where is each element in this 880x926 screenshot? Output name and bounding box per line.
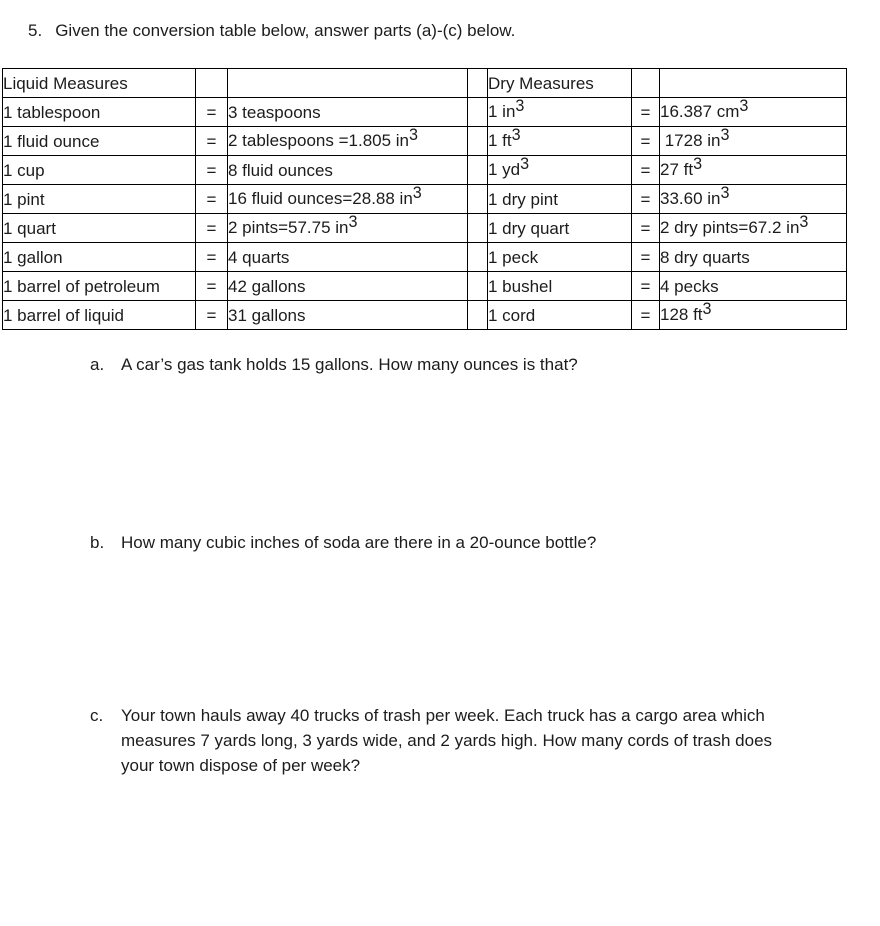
equals-sign: = [632, 243, 660, 272]
dry-measure-value: 1728 in3 [660, 127, 847, 156]
liquid-measure-name: 1 fluid ounce [3, 127, 196, 156]
separator-cell [468, 156, 488, 185]
dry-measure-value: 4 pecks [660, 272, 847, 301]
table-row [3, 156, 847, 185]
dry-measure-name: 1 peck [488, 243, 632, 272]
equals-sign: = [632, 301, 660, 330]
separator-cell [468, 272, 488, 301]
liquid-measure-name: 1 tablespoon [3, 98, 196, 127]
equals-sign: = [196, 272, 228, 301]
question-c [90, 703, 793, 778]
dry-measures-header: Dry Measures [488, 69, 632, 98]
separator-cell [468, 127, 488, 156]
question-a-text: A car’s gas tank holds 15 gallons. How many ounces is that? [121, 355, 578, 374]
liquid-measure-value: 3 teaspoons [228, 98, 468, 127]
liquid-measure-value: 31 gallons [228, 301, 468, 330]
table-row [3, 214, 847, 243]
dry-measure-name: 1 cord [488, 301, 632, 330]
table-header-row [3, 69, 847, 98]
liquid-measure-value: 42 gallons [228, 272, 468, 301]
equals-sign: = [196, 185, 228, 214]
liquid-measure-name: 1 pint [3, 185, 196, 214]
separator-cell [468, 243, 488, 272]
question-b-text: How many cubic inches of soda are there in a 20-ounce bottle? [121, 533, 597, 552]
dry-measure-value: 33.60 in3 [660, 185, 847, 214]
question-a-label: a. [90, 355, 105, 374]
liquid-measure-value: 16 fluid ounces=28.88 in3 [228, 185, 468, 214]
liquid-measure-name: 1 gallon [3, 243, 196, 272]
question-b-label: b. [90, 533, 105, 552]
separator-cell [468, 98, 488, 127]
equals-sign: = [632, 214, 660, 243]
dry-measure-value: 8 dry quarts [660, 243, 847, 272]
table-row [3, 98, 847, 127]
dry-measure-name: 1 ft3 [488, 127, 632, 156]
liquid-measure-name: 1 cup [3, 156, 196, 185]
table-row [3, 185, 847, 214]
separator-cell [468, 69, 488, 98]
liquid-measure-name: 1 barrel of liquid [3, 301, 196, 330]
separator-cell [468, 214, 488, 243]
dry-measure-name: 1 yd3 [488, 156, 632, 185]
equals-sign: = [196, 243, 228, 272]
liquid-measure-value: 2 tablespoons =1.805 in3 [228, 127, 468, 156]
question-number: 5. [28, 21, 43, 40]
conversion-table [2, 68, 847, 330]
liquid-value-header-cell [228, 69, 468, 98]
question-c-text: Your town hauls away 40 trucks of trash per week. Each truck has a cargo area which measures 7 yards long, 3 yards wide, and 2 yards high. How many cords of trash does your town dispose of per week? [121, 706, 773, 775]
equals-sign: = [196, 127, 228, 156]
equals-sign: = [632, 185, 660, 214]
question-a [90, 352, 578, 377]
separator-cell [468, 185, 488, 214]
liquid-measure-value: 4 quarts [228, 243, 468, 272]
dry-measure-value: 2 dry pints=67.2 in3 [660, 214, 847, 243]
dry-measure-name: 1 in3 [488, 98, 632, 127]
liquid-measures-header: Liquid Measures [3, 69, 196, 98]
dry-measure-value: 128 ft3 [660, 301, 847, 330]
separator-cell [468, 301, 488, 330]
liquid-measure-value: 8 fluid ounces [228, 156, 468, 185]
table-row [3, 127, 847, 156]
equals-sign: = [196, 156, 228, 185]
equals-sign: = [196, 214, 228, 243]
equals-sign: = [632, 98, 660, 127]
dry-measure-name: 1 bushel [488, 272, 632, 301]
question-5-title [28, 20, 515, 42]
equals-header-cell [196, 69, 228, 98]
title-text: Given the conversion table below, answer parts (a)-(c) below. [55, 21, 516, 40]
liquid-measure-value: 2 pints=57.75 in3 [228, 214, 468, 243]
equals-sign: = [632, 156, 660, 185]
dry-measure-value: 27 ft3 [660, 156, 847, 185]
equals-sign: = [632, 127, 660, 156]
table-row [3, 301, 847, 330]
liquid-measure-name: 1 barrel of petroleum [3, 272, 196, 301]
equals-sign: = [196, 301, 228, 330]
equals-sign: = [632, 272, 660, 301]
liquid-measure-name: 1 quart [3, 214, 196, 243]
question-c-label: c. [90, 706, 104, 725]
table-row [3, 243, 847, 272]
dry-measure-name: 1 dry quart [488, 214, 632, 243]
equals-sign: = [196, 98, 228, 127]
table-row [3, 272, 847, 301]
equals-header-cell [632, 69, 660, 98]
dry-value-header-cell [660, 69, 847, 98]
dry-measure-value: 16.387 cm3 [660, 98, 847, 127]
dry-measure-name: 1 dry pint [488, 185, 632, 214]
question-b [90, 530, 596, 555]
